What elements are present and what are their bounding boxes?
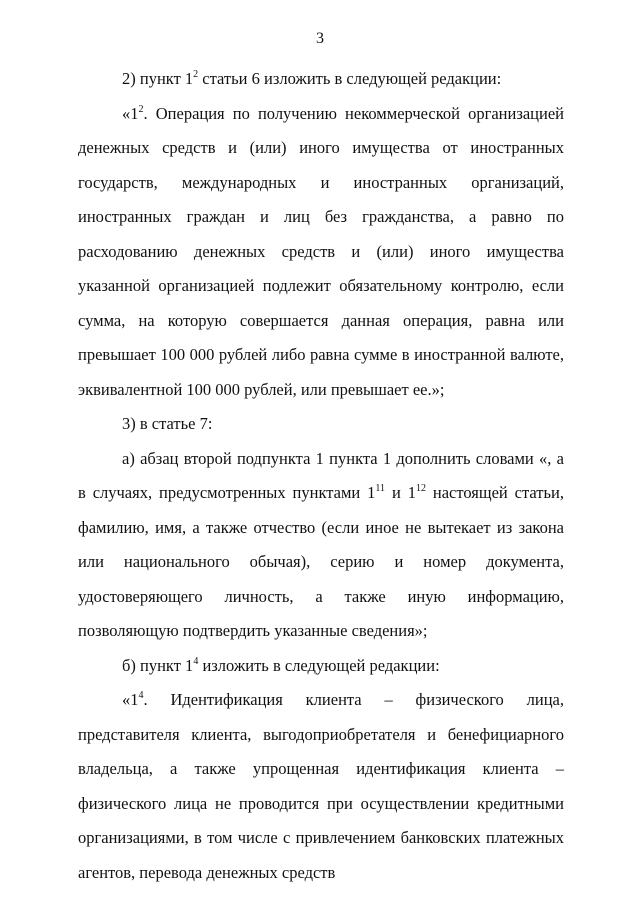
paragraph-text: 2) пункт 1: [122, 69, 194, 88]
superscript: 11: [375, 483, 386, 494]
paragraph-text: изложить в следующей редакции:: [198, 655, 440, 675]
paragraph-text: . Операция по получению некоммерческой организацией денежных средств и (или) иного имущества от иностранных государств, международных и иностранных организаций, иностранных граждан и лиц без гражданства, а равно по расходованию денежных средств и (или) иного имущества указанной организацией подлежит обязательному контролю, если сумма, на которую совершается данная операция, равна или превышает 100 000 рублей либо равна сумме в иностранной валюте, эквивалентной 100 000 рублей, или превышает ее.»;: [78, 103, 564, 399]
paragraph-subitem-a: [78, 442, 564, 649]
paragraph-text: б) пункт 1: [122, 655, 194, 675]
paragraph-text: «1: [122, 103, 139, 123]
superscript: 2: [193, 69, 199, 80]
paragraph-quote-item-1-4: [78, 683, 564, 890]
paragraph-text: статьи 6 изложить в следующей редакции:: [198, 69, 502, 88]
paragraph-text: . Идентификация клиента – физического лица, представителя клиента, выгодоприобретателя и бенефициарного владельца, а также упрощенная идентификация клиента – физического лица не проводится при осуществлении кредитными организациями, в том числе с привлечением банковских платежных агентов, перевода денежных средств: [78, 690, 564, 882]
paragraph-item-3: 3) в статье 7:: [122, 414, 213, 433]
paragraph-text: а) абзац второй подпункта 1 пункта 1 дополнить словами «, а в случаях, предусмотренных пунктами 1: [78, 448, 564, 502]
paragraph-subitem-b: [78, 649, 564, 684]
paragraph-text: и 1: [385, 483, 416, 502]
superscript: 4: [138, 690, 144, 701]
paragraph-item-2: [78, 62, 564, 97]
paragraph-text: «1: [122, 690, 139, 709]
superscript: 12: [415, 483, 426, 494]
document-body: [78, 62, 564, 890]
superscript: 2: [138, 103, 144, 115]
paragraph-quote-article-6: [78, 97, 564, 408]
superscript: 4: [193, 655, 199, 667]
paragraph-text: настоящей статьи, фамилию, имя, а также отчество (если иное не вытекает из закона или национального обычая), серию и номер документа, удостоверяющего личность, а также иную информацию, позволяющую подтвердить указанные сведения»;: [78, 483, 564, 640]
page-number: 3: [316, 30, 324, 47]
